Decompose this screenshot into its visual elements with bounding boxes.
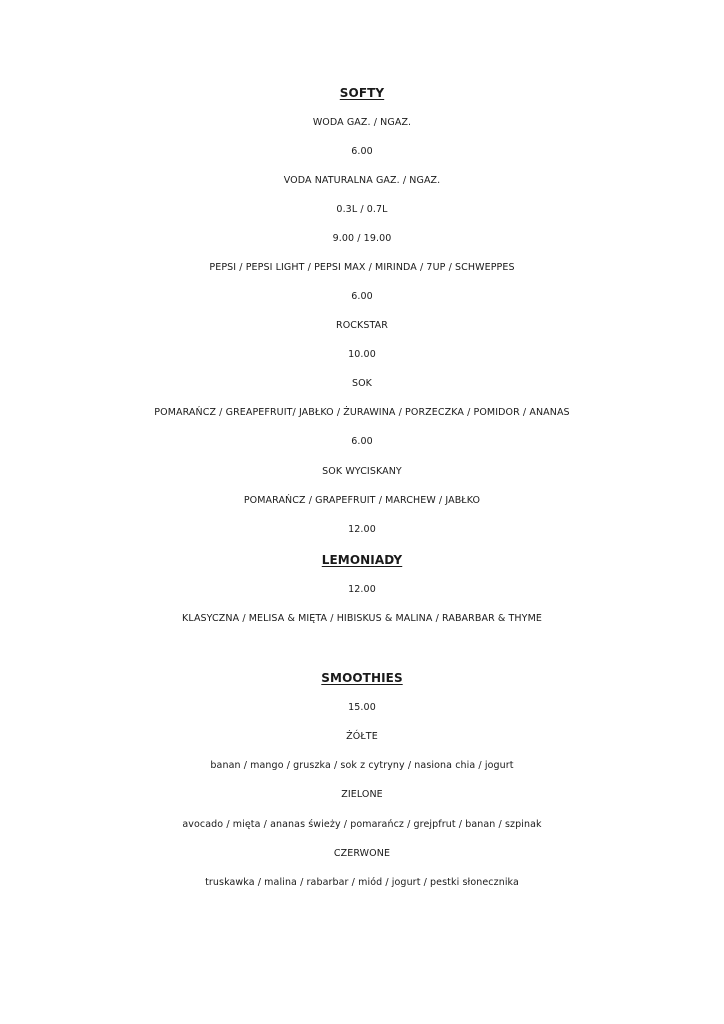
softy-natural-water-price: 9.00 / 19.00 <box>332 233 392 244</box>
smoothies-green-label: ZIELONE <box>341 789 383 800</box>
smoothies-yellow-ingredients: banan / mango / gruszka / sok z cytryny / nasiona chia / jogurt <box>210 760 514 771</box>
softy-juice-price: 6.00 <box>351 436 373 447</box>
smoothies-green-ingredients: avocado / mięta / ananas świeży / pomarańcz / grejpfrut / banan / szpinak <box>182 819 542 830</box>
softy-juice-flavors: POMARAŃCZ / GREAPEFRUIT/ JABŁKO / ŻURAWINA / PORZECZKA / POMIDOR / ANANAS <box>154 407 570 418</box>
section-title-softy: SOFTY <box>339 86 385 100</box>
smoothies-yellow-label: ŻÓŁTE <box>346 731 378 742</box>
smoothies-red-label: CZERWONE <box>333 848 391 859</box>
section-title-smoothies: SMOOTHIES <box>321 671 403 685</box>
section-title-lemoniady: LEMONIADY <box>321 553 403 567</box>
softy-sodas-price: 6.00 <box>351 291 373 302</box>
softy-natural-water-sizes: 0.3L / 0.7L <box>336 204 388 215</box>
softy-sodas-item: PEPSI / PEPSI LIGHT / PEPSI MAX / MIRINDA / 7UP / SCHWEPPES <box>209 262 515 273</box>
softy-water-item: WODA GAZ. / NGAZ. <box>312 117 412 128</box>
softy-rockstar-price: 10.00 <box>348 349 376 360</box>
softy-juice-item: SOK <box>351 378 373 389</box>
softy-squeezed-juice-flavors: POMARAŃCZ / GRAPEFRUIT / MARCHEW / JABŁKO <box>243 495 481 506</box>
softy-water-price: 6.00 <box>351 146 373 157</box>
lemoniady-flavors: KLASYCZNA / MELISA & MIĘTA / HIBISKUS & MALINA / RABARBAR & THYME <box>182 613 542 624</box>
softy-rockstar-item: ROCKSTAR <box>336 320 388 331</box>
softy-squeezed-juice-price: 12.00 <box>348 524 376 535</box>
softy-squeezed-juice-item: SOK WYCISKANY <box>322 466 402 477</box>
lemoniady-price: 12.00 <box>348 584 376 595</box>
smoothies-price: 15.00 <box>348 702 376 713</box>
smoothies-red-ingredients: truskawka / malina / rabarbar / miód / jogurt / pestki słonecznika <box>205 877 519 888</box>
softy-natural-water-item: VODA NATURALNA GAZ. / NGAZ. <box>283 175 441 186</box>
